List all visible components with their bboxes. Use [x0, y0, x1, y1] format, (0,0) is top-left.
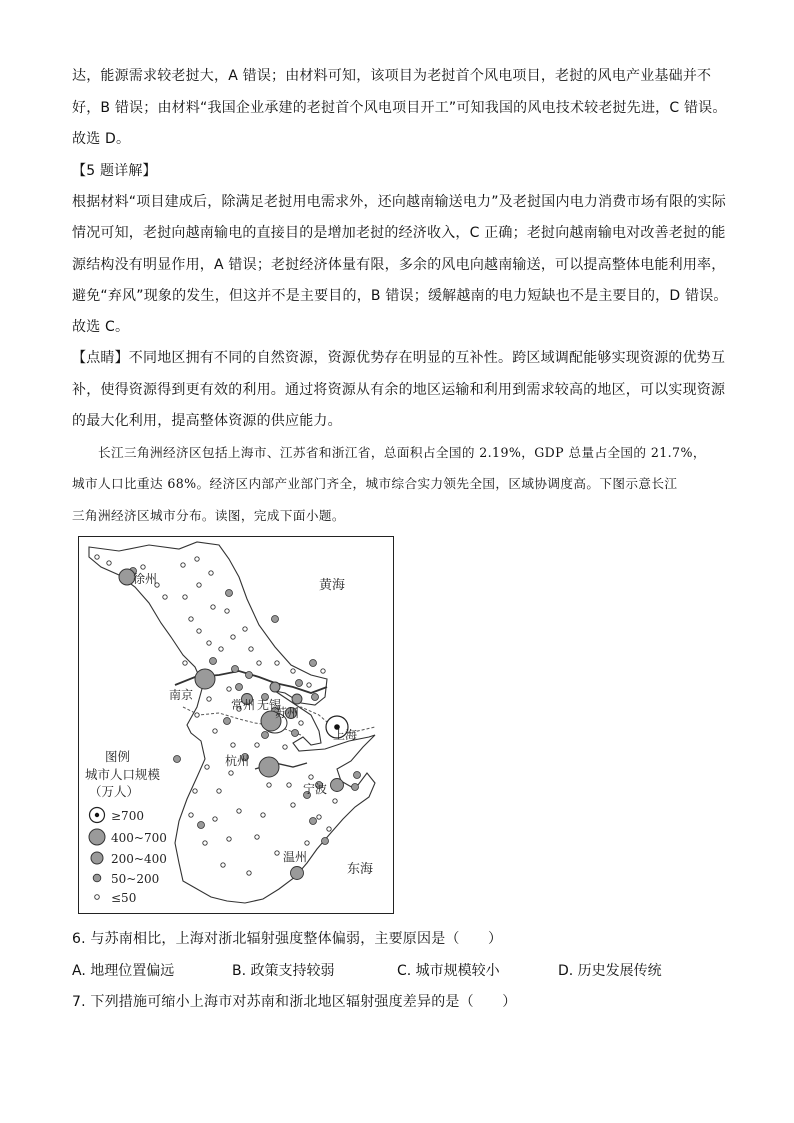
legend-item-4: 50~200: [111, 872, 160, 886]
legend-item-1: ≥700: [111, 809, 144, 823]
text-line-3: 故选 D。: [72, 131, 131, 147]
map-svg: [79, 537, 392, 912]
passage-line-2: 城市人口比重达 68%。经济区内部产业部门齐全，城市综合实力领先全国，区域协调度高。下图示意长江: [72, 476, 678, 491]
label-hangzhou: 杭州: [225, 754, 250, 768]
legend-item-5: ≤50: [111, 891, 137, 905]
comment-line-3: 的最大化利用，提高整体资源的供应能力。: [72, 413, 342, 429]
text-line-1: 达，能源需求较老挝大，A 错误；由材料可知，该项目为老挝首个风电项目，老挝的风电产业基础并不: [72, 68, 712, 84]
map-legend: [85, 749, 167, 905]
label-xuzhou: 徐州: [133, 572, 158, 586]
label-changzhou: 常州: [231, 698, 256, 712]
label-suzhou: 苏州: [275, 706, 300, 720]
legend-unit: （万人）: [89, 784, 140, 799]
text-line-7: 源结构没有明显作用，A 错误；老挝经济体量有限，多余的风电向越南输送，可以提高整体电能利用率，: [72, 257, 726, 273]
text-line-6: 情况可知，老挝向越南输电的直接目的是增加老挝的经济收入，C 正确；老挝向越南输电对改善老挝的能: [72, 225, 726, 241]
label-wuxi: 无锡: [257, 698, 282, 712]
option-b[interactable]: B. 政策支持较弱: [232, 963, 335, 979]
passage-line-3: 三角洲经济区城市分布。读图，完成下面小题。: [72, 508, 345, 523]
label-nanjing: 南京: [169, 688, 194, 702]
text-line-2: 好，B 错误；由材料“我国企业承建的老挝首个风电项目开工”可知我国的风电技术较老挝先进，C 错误。: [72, 100, 727, 116]
text-line-9: 故选 C。: [72, 319, 130, 335]
legend-title: 图例: [105, 749, 131, 764]
comment-line-1: 【点睛】不同地区拥有不同的自然资源，资源优势存在明显的互补性。跨区域调配能够实现资源的优势互: [72, 350, 726, 366]
label-huanghai: 黄海: [319, 578, 346, 593]
legend-subtitle: 城市人口规模: [85, 767, 161, 782]
text-line-8: 避免“弃风”现象的发生，但这并不是主要目的，B 错误；缓解越南的电力短缺也不是主要目的，D 错误。: [72, 288, 728, 304]
hangzhou-marker: [259, 757, 279, 777]
label-donghai: 东海: [347, 862, 374, 877]
city-distribution-map: [78, 536, 394, 914]
section-heading-q5: 【5 题详解】: [72, 163, 157, 179]
label-wenzhou: 温州: [283, 850, 308, 864]
option-c[interactable]: C. 城市规模较小: [397, 963, 500, 979]
option-a[interactable]: A. 地理位置偏远: [72, 963, 175, 979]
passage-line-1: 长江三角洲经济区包括上海市、江苏省和浙江省，总面积占全国的 2.19%，GDP 总量占全国的 21.7%，: [98, 445, 706, 460]
nanjing-marker: [195, 669, 215, 689]
option-d[interactable]: D. 历史发展传统: [558, 963, 662, 979]
label-ningbo: 宁波: [303, 782, 328, 796]
question-7-stem: 7. 下列措施可缩小上海市对苏南和浙北地区辐射强度差异的是（ ）: [72, 994, 517, 1010]
comment-line-2: 补，使得资源得到更有效的利用。通过将资源从有余的地区运输和利用到需求较高的地区，可以实现资源: [72, 382, 726, 398]
label-shanghai: 上海: [333, 728, 358, 742]
legend-item-2: 400~700: [111, 831, 167, 845]
legend-item-3: 200~400: [111, 852, 167, 866]
question-6-stem: 6. 与苏南相比，上海对浙北辐射强度整体偏弱，主要原因是（ ）: [72, 931, 503, 947]
text-line-5: 根据材料“项目建成后，除满足老挝用电需求外，还向越南输送电力”及老挝国内电力消费市场有限的实际: [72, 194, 726, 210]
